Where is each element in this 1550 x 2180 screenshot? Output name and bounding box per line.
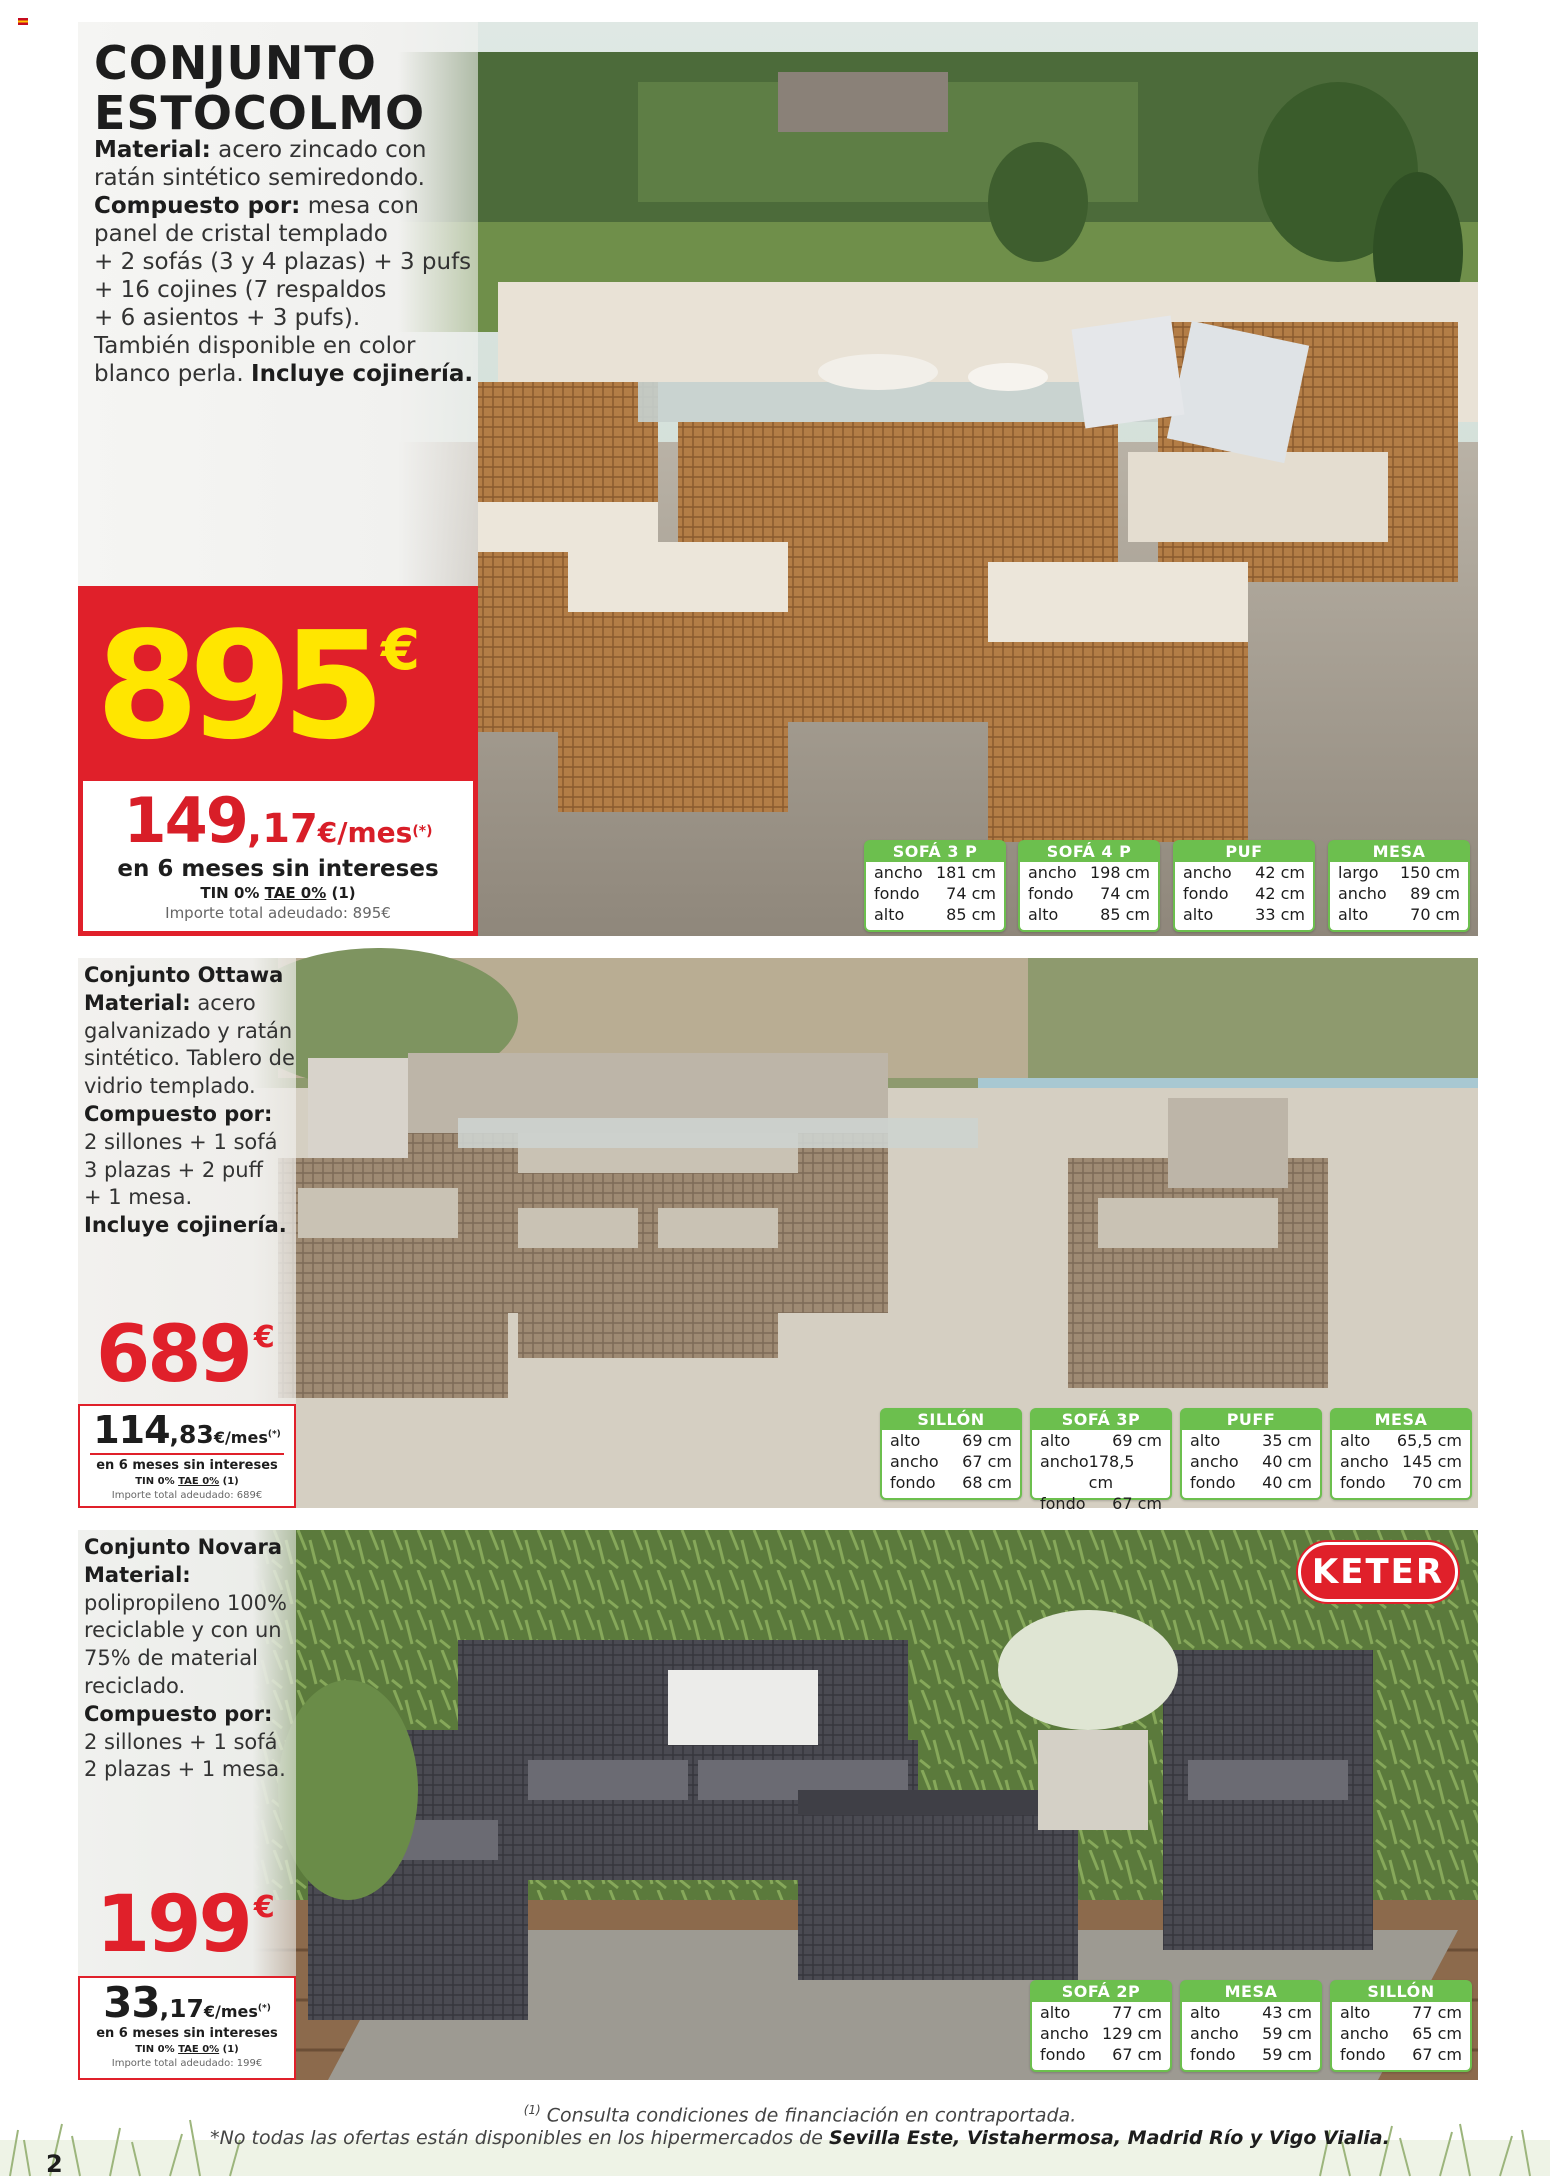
novara-spec-box [1180, 1980, 1322, 2072]
ottawa-spec-row [1032, 1493, 1170, 1514]
ottawa-spec-row [882, 1430, 1020, 1451]
novara-spec-title: MESA [1182, 1982, 1320, 2002]
novara-spec-row [1332, 2002, 1470, 2023]
ottawa-monthly-int: 114 [93, 1408, 170, 1452]
ottawa-includes: Incluye cojinería. [84, 1213, 287, 1238]
estocolmo-title-line1: CONJUNTO [94, 36, 377, 90]
estocolmo-composed-label: Compuesto por: [94, 193, 301, 219]
novara-line-0: polipropileno 100% [84, 1590, 287, 1615]
novara-composed-label: Compuesto por: [84, 1701, 273, 1726]
novara-line-1: reciclable y con un [84, 1618, 282, 1643]
novara-spec-title: SOFÁ 2P [1032, 1982, 1170, 2002]
spec-dimension-value: 67 cm [1412, 2045, 1462, 2064]
estocolmo-composed-text2: panel de cristal templado [94, 221, 388, 247]
novara-price [96, 1880, 296, 1970]
ottawa-line-3: vidrio templado. [84, 1074, 256, 1099]
spec-dimension-value: 74 cm [1100, 884, 1150, 903]
ottawa-monthly-unit: €/mes [213, 1428, 268, 1447]
spec-dimension-value: 89 cm [1410, 884, 1460, 903]
estocolmo-spec-title: PUF [1175, 842, 1313, 862]
novara-price-value: 199 [96, 1880, 250, 1970]
ottawa-spec-title: SILLÓN [882, 1410, 1020, 1430]
estocolmo-spec-row [1175, 883, 1313, 904]
novara-line-2: 75% de material [84, 1646, 258, 1671]
spec-dimension-value: 85 cm [946, 905, 996, 924]
estocolmo-monthly-unit: €/mes [317, 816, 413, 849]
ottawa-line-2: sintético. Tablero de [84, 1046, 295, 1071]
ottawa-line-0: acero [197, 990, 256, 1015]
footnote-financing [300, 2098, 1300, 2127]
ottawa-spec-title: MESA [1332, 1410, 1470, 1430]
spec-dimension-value: 40 cm [1262, 1452, 1312, 1471]
spec-dimension-label: ancho [1040, 2024, 1089, 2043]
spec-dimension-value: 42 cm [1255, 884, 1305, 903]
spec-dimension-label: alto [1040, 1431, 1071, 1450]
spec-dimension-label: ancho [1028, 863, 1077, 882]
ottawa-spec-row [1032, 1430, 1170, 1451]
estocolmo-composed-text3: + 2 sofás (3 y 4 plazas) + 3 pufs [94, 249, 472, 275]
page-number: 2 [46, 2150, 63, 2178]
ottawa-spec-row [1332, 1472, 1470, 1493]
estocolmo-spec-row [866, 862, 1004, 883]
estocolmo-financing-box [80, 778, 476, 934]
ottawa-price-value: 689 [96, 1310, 250, 1400]
novara-material-label: Material: [84, 1562, 191, 1587]
spec-dimension-label: fondo [1340, 1473, 1386, 1492]
ottawa-spec-box [1330, 1408, 1472, 1500]
ottawa-price [96, 1310, 296, 1400]
spec-dimension-label: fondo [1340, 2045, 1386, 2064]
estocolmo-title [94, 38, 474, 138]
spec-dimension-value: 67 cm [1112, 1494, 1162, 1513]
estocolmo-monthly-mark: (*) [412, 823, 433, 840]
estocolmo-tin: TIN 0% [200, 884, 265, 902]
estocolmo-spec-box [1328, 840, 1470, 932]
novara-description [84, 1534, 296, 1784]
spec-dimension-value: 77 cm [1112, 2003, 1162, 2022]
novara-spec-title: SILLÓN [1332, 1982, 1470, 2002]
novara-spec-row [1032, 2002, 1170, 2023]
spec-dimension-value: 59 cm [1262, 2024, 1312, 2043]
spec-dimension-label: alto [874, 905, 905, 924]
spec-dimension-label: alto [1338, 905, 1369, 924]
spec-dimension-value: 67 cm [962, 1452, 1012, 1471]
spec-dimension-label: ancho [1040, 1452, 1089, 1471]
estocolmo-title-line2: ESTOCOLMO [94, 86, 426, 140]
estocolmo-spec-row [1020, 883, 1158, 904]
ottawa-spec-row [1332, 1451, 1470, 1472]
spec-dimension-value: 70 cm [1410, 905, 1460, 924]
spec-dimension-value: 68 cm [962, 1473, 1012, 1492]
spec-dimension-label: ancho [1338, 884, 1387, 903]
ottawa-monthly-mark: (*) [267, 1429, 281, 1440]
novara-composed-1: 2 plazas + 1 mesa. [84, 1757, 286, 1782]
spec-dimension-value: 198 cm [1089, 863, 1150, 882]
estocolmo-tae: TAE 0% [264, 884, 327, 902]
spec-dimension-label: fondo [874, 884, 920, 903]
estocolmo-spec-box [1018, 840, 1160, 932]
novara-currency: € [253, 1890, 275, 1925]
spec-dimension-value: 33 cm [1255, 905, 1305, 924]
ottawa-total: Importe total adeudado: 689€ [111, 1490, 263, 1501]
ottawa-spec-box [880, 1408, 1022, 1500]
flag-icon [18, 18, 28, 25]
estocolmo-composed-text5: + 6 asientos + 3 pufs). [94, 305, 361, 331]
availability-text: *No todas las ofertas están disponibles en los hipermercados de [210, 2127, 829, 2149]
estocolmo-also-text2: blanco perla. [94, 361, 252, 387]
estocolmo-composed-text1: mesa con [300, 193, 419, 219]
estocolmo-spec-row [866, 883, 1004, 904]
estocolmo-spec-row [1330, 904, 1468, 925]
ottawa-currency: € [253, 1320, 275, 1355]
ottawa-installments: en 6 meses sin intereses [96, 1458, 278, 1473]
estocolmo-installments: en 6 meses sin intereses [117, 856, 439, 882]
spec-dimension-value: 85 cm [1100, 905, 1150, 924]
spec-dimension-label: fondo [1040, 2045, 1086, 2064]
ottawa-spec-title: SOFÁ 3P [1032, 1410, 1170, 1430]
ottawa-tin: TIN 0% [135, 1476, 179, 1487]
ottawa-spec-row [1032, 1451, 1170, 1493]
spec-dimension-value: 74 cm [946, 884, 996, 903]
spec-dimension-value: 35 cm [1262, 1431, 1312, 1450]
estocolmo-composed-text4: + 16 cojines (7 respaldos [94, 277, 387, 303]
ottawa-spec-row [1182, 1451, 1320, 1472]
spec-dimension-label: ancho [1190, 2024, 1239, 2043]
ottawa-spec-row [882, 1472, 1020, 1493]
estocolmo-also-text: También disponible en color [94, 333, 416, 359]
availability-stores: Sevilla Este, Vistahermosa, Madrid Río y Vigo Vialia. [828, 2127, 1390, 2149]
ottawa-description [84, 962, 296, 1240]
spec-dimension-value: 70 cm [1412, 1473, 1462, 1492]
spec-dimension-label: fondo [1183, 884, 1229, 903]
spec-dimension-value: 181 cm [935, 863, 996, 882]
ottawa-tin-note: (1) [219, 1476, 239, 1487]
estocolmo-spec-box [1173, 840, 1315, 932]
spec-dimension-value: 145 cm [1401, 1452, 1462, 1471]
spec-dimension-value: 178,5 cm [1088, 1452, 1135, 1492]
estocolmo-currency: € [380, 618, 420, 683]
novara-spec-row [1332, 2044, 1470, 2065]
keter-logo [1298, 1542, 1458, 1602]
ottawa-tae: TAE 0% [178, 1476, 220, 1487]
ottawa-monthly-dec: ,83 [169, 1420, 214, 1449]
estocolmo-includes: Incluye cojinería. [251, 361, 474, 387]
ottawa-material-label: Material: [84, 990, 191, 1015]
spec-dimension-value: 42 cm [1255, 863, 1305, 882]
novara-financing-box [78, 1976, 296, 2080]
novara-spec-row [1332, 2023, 1470, 2044]
novara-tae: TAE 0% [178, 2044, 220, 2055]
footnote-mark: (1) [523, 2103, 541, 2117]
spec-dimension-label: alto [1040, 2003, 1071, 2022]
estocolmo-price [96, 596, 476, 776]
ottawa-spec-row [1182, 1472, 1320, 1493]
ottawa-spec-row [1332, 1430, 1470, 1451]
estocolmo-spec-row [1330, 862, 1468, 883]
spec-dimension-label: fondo [1040, 1494, 1086, 1513]
spec-dimension-label: fondo [890, 1473, 936, 1492]
estocolmo-spec-row [1020, 904, 1158, 925]
estocolmo-spec-row [866, 904, 1004, 925]
ottawa-tin-line [80, 1475, 294, 1489]
estocolmo-spec-title: SOFÁ 3 P [866, 842, 1004, 862]
novara-spec-row [1182, 2044, 1320, 2065]
estocolmo-price-value: 895 [96, 600, 375, 772]
spec-dimension-label: fondo [1190, 1473, 1236, 1492]
ottawa-composed-2: + 1 mesa. [84, 1185, 193, 1210]
ottawa-spec-box [1030, 1408, 1172, 1513]
spec-dimension-value: 69 cm [1112, 1431, 1162, 1450]
spec-dimension-label: largo [1338, 863, 1379, 882]
ottawa-line-1: galvanizado y ratán [84, 1018, 293, 1043]
ottawa-composed-1: 3 plazas + 2 puff [84, 1157, 263, 1182]
spec-dimension-label: alto [1340, 1431, 1371, 1450]
footnote-text: Consulta condiciones de financiación en contraportada. [540, 2104, 1077, 2127]
estocolmo-spec-row [1175, 904, 1313, 925]
ottawa-composed-0: 2 sillones + 1 sofá [84, 1129, 278, 1154]
spec-dimension-label: ancho [874, 863, 923, 882]
spec-dimension-value: 40 cm [1262, 1473, 1312, 1492]
spec-dimension-label: fondo [1190, 2045, 1236, 2064]
estocolmo-spec-title: MESA [1330, 842, 1468, 862]
novara-spec-row [1182, 2002, 1320, 2023]
novara-spec-row [1032, 2044, 1170, 2065]
novara-spec-row [1032, 2023, 1170, 2044]
spec-dimension-label: ancho [890, 1452, 939, 1471]
spec-dimension-label: ancho [1183, 863, 1232, 882]
spec-dimension-label: alto [1190, 1431, 1221, 1450]
spec-dimension-value: 59 cm [1262, 2045, 1312, 2064]
spec-dimension-value: 65,5 cm [1396, 1431, 1462, 1450]
novara-title: Conjunto Novara [84, 1535, 283, 1559]
spec-dimension-label: fondo [1028, 884, 1074, 903]
spec-dimension-label: alto [1340, 2003, 1371, 2022]
novara-line-3: reciclado. [84, 1673, 186, 1698]
ottawa-spec-row [882, 1451, 1020, 1472]
novara-installments: en 6 meses sin intereses [96, 2026, 278, 2041]
novara-tin: TIN 0% [135, 2044, 179, 2055]
ottawa-financing-box [78, 1404, 296, 1508]
ottawa-spec-title: PUFF [1182, 1410, 1320, 1430]
estocolmo-spec-row [1330, 883, 1468, 904]
spec-dimension-value: 150 cm [1399, 863, 1460, 882]
novara-spec-box [1030, 1980, 1172, 2072]
ottawa-composed-label: Compuesto por: [84, 1101, 273, 1126]
novara-tin-note: (1) [219, 2044, 239, 2055]
novara-monthly-int: 33 [103, 1978, 160, 2027]
estocolmo-spec-title: SOFÁ 4 P [1020, 842, 1158, 862]
spec-dimension-value: 129 cm [1101, 2024, 1162, 2043]
novara-spec-box [1330, 1980, 1472, 2072]
estocolmo-description [94, 136, 474, 388]
spec-dimension-label: ancho [1340, 1452, 1389, 1471]
novara-spec-row [1182, 2023, 1320, 2044]
spec-dimension-label: alto [1028, 905, 1059, 924]
estocolmo-material-text: acero zincado con [210, 137, 427, 163]
estocolmo-monthly-int: 149 [123, 784, 247, 857]
novara-monthly-mark: (*) [257, 2003, 271, 2014]
spec-dimension-label: alto [1190, 2003, 1221, 2022]
novara-composed-0: 2 sillones + 1 sofá [84, 1729, 278, 1754]
estocolmo-monthly-dec: ,17 [246, 806, 318, 852]
spec-dimension-value: 77 cm [1412, 2003, 1462, 2022]
estocolmo-tin-line [83, 883, 473, 903]
spec-dimension-label: alto [1183, 905, 1214, 924]
spec-dimension-label: alto [890, 1431, 921, 1450]
ottawa-spec-box [1180, 1408, 1322, 1500]
footnote-availability [180, 2126, 1420, 2150]
estocolmo-spec-box [864, 840, 1006, 932]
estocolmo-tin-note: (1) [326, 884, 356, 902]
spec-dimension-value: 65 cm [1412, 2024, 1462, 2043]
ottawa-spec-row [1182, 1430, 1320, 1451]
estocolmo-total: Importe total adeudado: 895€ [165, 904, 391, 922]
novara-monthly-unit: €/mes [203, 2002, 258, 2021]
spec-dimension-value: 67 cm [1112, 2045, 1162, 2064]
estocolmo-spec-row [1175, 862, 1313, 883]
spec-dimension-label: ancho [1340, 2024, 1389, 2043]
estocolmo-spec-row [1020, 862, 1158, 883]
novara-total: Importe total adeudado: 199€ [111, 2058, 263, 2069]
novara-tin-line [80, 2043, 294, 2057]
spec-dimension-label: ancho [1190, 1452, 1239, 1471]
estocolmo-material-text2: ratán sintético semiredondo. [94, 165, 425, 191]
ottawa-title: Conjunto Ottawa [84, 963, 284, 987]
estocolmo-material-label: Material: [94, 137, 211, 163]
novara-monthly-dec: ,17 [159, 1994, 204, 2023]
keter-logo-text: KETER [1311, 1552, 1445, 1592]
spec-dimension-value: 43 cm [1262, 2003, 1312, 2022]
spec-dimension-value: 69 cm [962, 1431, 1012, 1450]
